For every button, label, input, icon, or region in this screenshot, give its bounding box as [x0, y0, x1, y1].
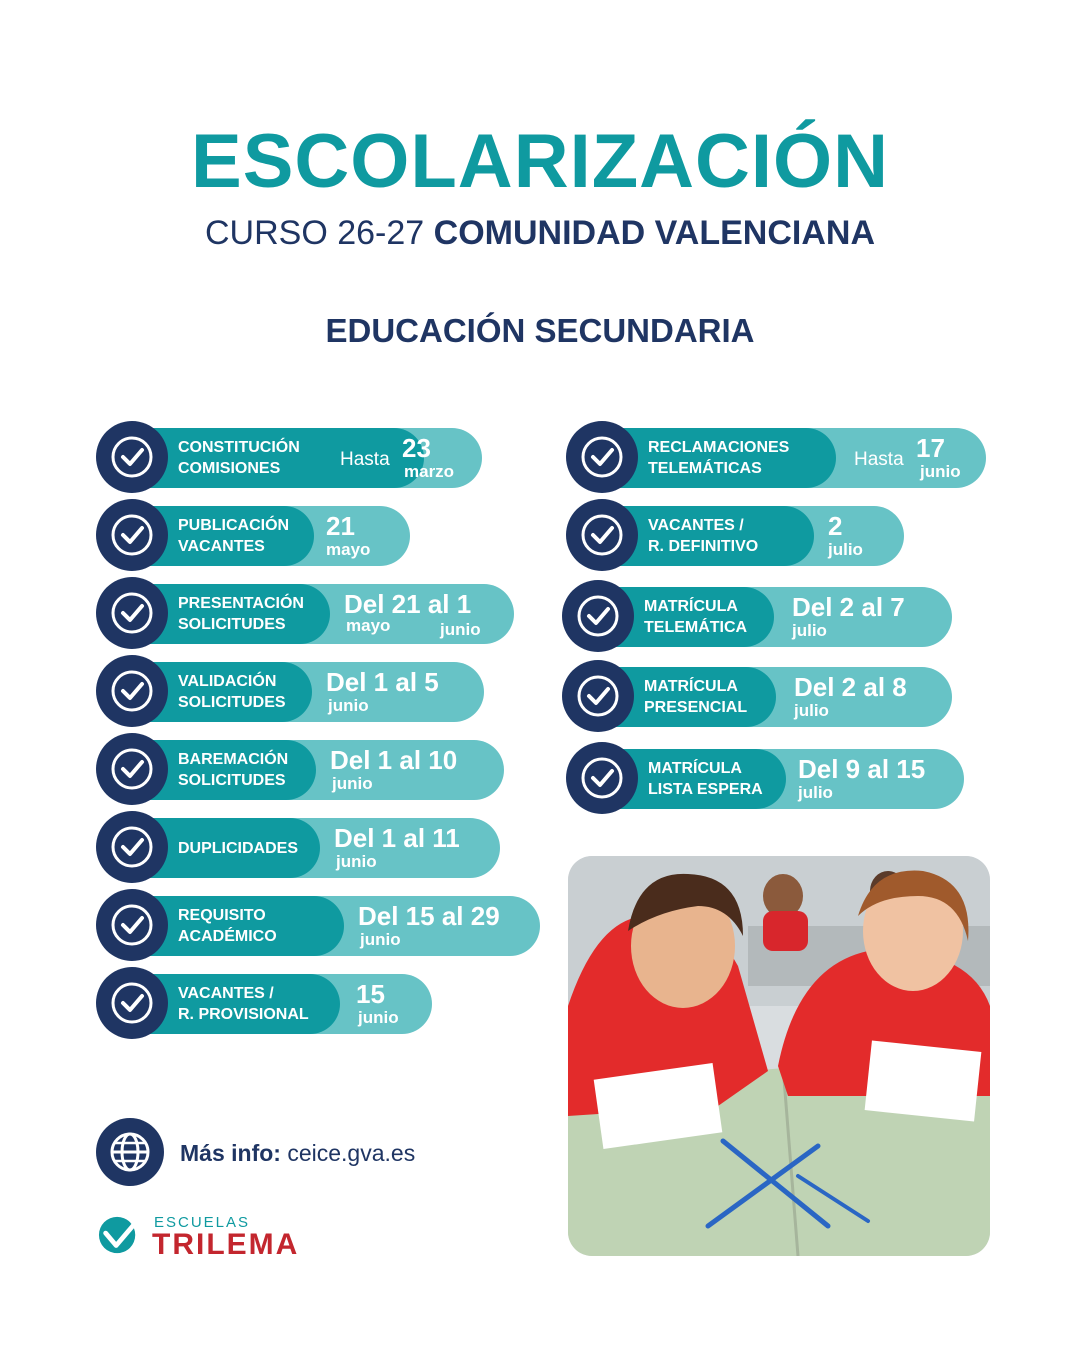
item-date-month: julio — [792, 621, 827, 640]
item-date-month: junio — [332, 774, 373, 793]
item-date-month: junio — [328, 696, 369, 715]
check-circle-icon — [96, 811, 168, 883]
timeline-item-validacion — [96, 655, 496, 731]
check-circle-icon — [566, 742, 638, 814]
item-label-line2: SOLICITUDES — [178, 772, 286, 789]
item-date-month: marzo — [404, 462, 455, 481]
timeline-item-reclamaciones — [566, 421, 996, 497]
check-circle-icon — [562, 580, 634, 652]
page-title: ESCOLARIZACIÓN — [191, 119, 889, 204]
timeline-item-requisito — [96, 889, 546, 965]
item-date-main: Del 1 al 11 — [334, 823, 460, 853]
item-label-line1: VACANTES / — [648, 517, 744, 534]
timeline-item-lista-espera — [566, 742, 976, 818]
item-label-line2: R. PROVISIONAL — [178, 1006, 309, 1023]
timeline-item-vacantes-definitivo — [566, 499, 916, 575]
item-label-line1: MATRÍCULA — [644, 598, 738, 615]
item-label-line2: PRESENCIAL — [644, 699, 748, 716]
logo-text-big: TRILEMA — [152, 1228, 300, 1261]
item-date-main: Del 1 al 5 — [326, 667, 439, 697]
item-label-line2: TELEMÁTICAS — [648, 460, 762, 477]
check-circle-icon — [96, 889, 168, 961]
timeline-item-vacantes-provisional — [96, 967, 446, 1043]
students-photo — [568, 856, 990, 1256]
item-label-line1: PRESENTACIÓN — [178, 595, 304, 612]
trilema-logo-icon — [98, 1214, 140, 1261]
timeline-item-constitucion — [96, 421, 496, 497]
item-date-main: 15 — [356, 979, 385, 1009]
item-date-main: Del 21 al 1 — [344, 589, 472, 619]
page-subtitle — [0, 214, 1080, 253]
item-date-month: julio — [794, 701, 829, 720]
item-label-line2: SOLICITUDES — [178, 694, 286, 711]
item-label-line1: RECLAMACIONES — [648, 439, 790, 456]
item-date-main: 17 — [916, 433, 945, 463]
item-date-month-end: junio — [440, 620, 481, 639]
item-label-line1: REQUISITO — [178, 907, 266, 924]
item-date-main: 23 — [402, 433, 431, 463]
more-info — [180, 1140, 415, 1167]
item-label-line2: LISTA ESPERA — [648, 781, 763, 798]
check-circle-icon — [566, 421, 638, 493]
subtitle-course: CURSO 26-27 — [204, 214, 425, 252]
more-info-label: Más info: — [180, 1140, 281, 1166]
item-label-line1: CONSTITUCIÓN — [178, 439, 300, 456]
item-label-line1: VACANTES / — [178, 985, 274, 1002]
item-date-main: Del 15 al 29 — [358, 901, 500, 931]
subtitle-region: COMUNIDAD VALENCIANA — [433, 214, 875, 252]
item-date-month: junio — [336, 852, 377, 871]
item-label-line1: BAREMACIÓN — [178, 751, 289, 768]
check-circle-icon — [96, 499, 168, 571]
item-date-main: Del 2 al 8 — [794, 672, 907, 702]
item-date-month: julio — [828, 540, 863, 559]
timeline-item-matricula-telematica — [562, 580, 962, 656]
timeline-item-publicacion — [96, 499, 426, 575]
item-label-line1: PUBLICACIÓN — [178, 517, 290, 534]
item-label-line2: TELEMÁTICA — [644, 619, 748, 636]
check-circle-icon — [96, 655, 168, 727]
item-date-prefix: Hasta — [340, 449, 390, 470]
item-label-line2: VACANTES — [178, 538, 265, 555]
timeline-item-duplicidades — [96, 811, 516, 887]
item-date-main: Del 2 al 7 — [792, 592, 905, 622]
item-label-line1: MATRÍCULA — [648, 760, 742, 777]
check-circle-icon — [96, 577, 168, 649]
item-date-main: Del 1 al 10 — [330, 745, 458, 775]
item-label-line1: DUPLICIDADES — [178, 839, 299, 857]
timeline-item-baremacion — [96, 733, 516, 809]
item-date-month: mayo — [326, 540, 371, 559]
check-circle-icon — [96, 733, 168, 805]
item-label-line2: ACADÉMICO — [178, 928, 277, 945]
more-info-link[interactable]: ceice.gva.es — [287, 1140, 416, 1166]
item-label-line2: SOLICITUDES — [178, 616, 286, 633]
item-date-month: junio — [920, 462, 961, 481]
timeline-item-presentacion — [96, 577, 526, 653]
logo-text-small: ESCUELAS — [154, 1214, 251, 1231]
item-label-line2: R. DEFINITIVO — [648, 538, 759, 555]
item-date-prefix: Hasta — [854, 449, 904, 470]
check-circle-icon — [562, 660, 634, 732]
item-label-line1: VALIDACIÓN — [178, 673, 277, 690]
item-label-line2: COMISIONES — [178, 460, 281, 477]
check-circle-icon — [96, 967, 168, 1039]
item-label-line1: MATRÍCULA — [644, 678, 738, 695]
timeline-item-matricula-presencial — [562, 660, 962, 736]
item-date-month: julio — [798, 783, 833, 802]
globe-icon — [96, 1118, 164, 1186]
item-date-month: junio — [358, 1008, 399, 1027]
item-date-month-start: mayo — [346, 616, 391, 635]
section-title: EDUCACIÓN SECUNDARIA — [325, 312, 755, 349]
item-date-month: junio — [360, 930, 401, 949]
item-date-main: 2 — [828, 511, 843, 541]
item-date-main: 21 — [326, 511, 355, 541]
check-circle-icon — [566, 499, 638, 571]
check-circle-icon — [96, 421, 168, 493]
item-date-main: Del 9 al 15 — [798, 754, 926, 784]
